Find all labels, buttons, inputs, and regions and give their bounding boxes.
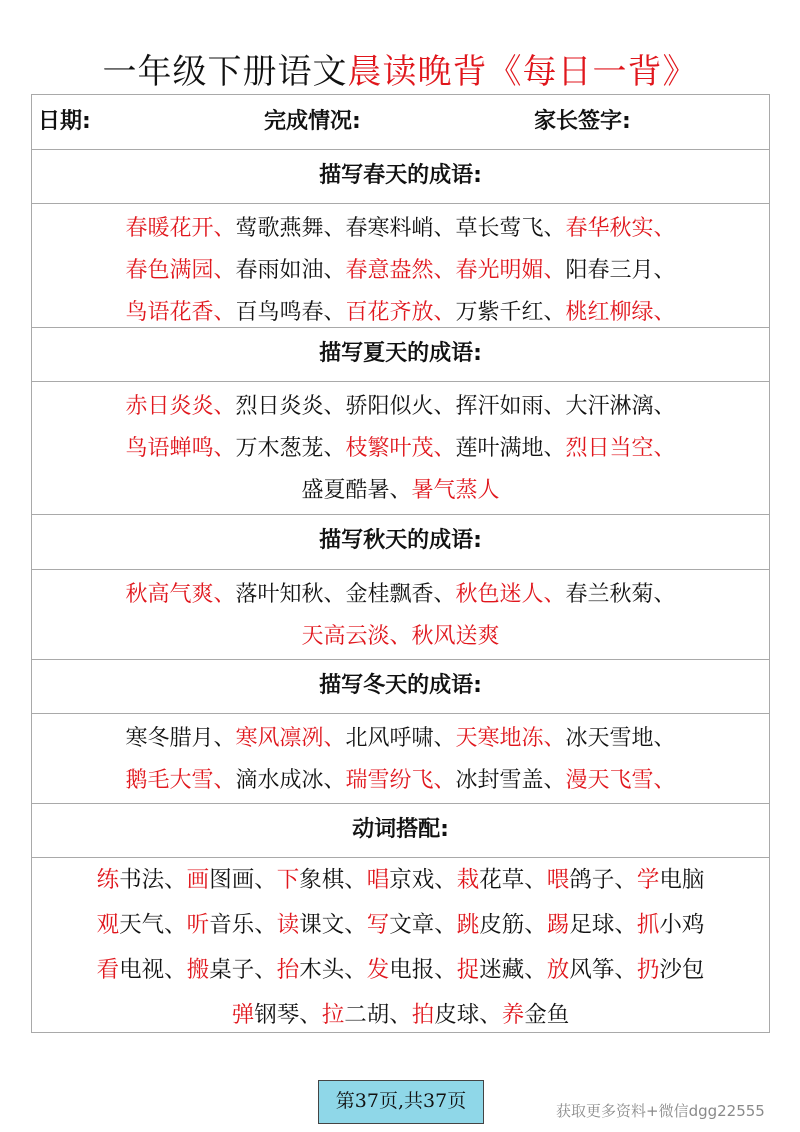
plain-text: 皮筋、	[479, 912, 547, 938]
plain-text: 足球、	[569, 912, 637, 938]
highlighted-text: 漫天飞雪、	[565, 768, 676, 793]
plain-text: 电视、	[119, 957, 187, 983]
plain-text: 天气、	[119, 912, 187, 938]
winter-section-title: 描写冬天的成语:	[32, 660, 769, 714]
page-title-red: 晨读晚背《每日一背》	[347, 52, 698, 92]
plain-text: 皮球、	[434, 1002, 502, 1028]
parent-signature-label: 家长签字:	[534, 109, 631, 134]
plain-text: 万木葱茏、	[235, 436, 346, 461]
highlighted-text: 枝繁叶茂、	[345, 436, 456, 461]
highlighted-text: 寒风凛冽、	[235, 726, 346, 751]
plain-text: 文章、	[389, 912, 457, 938]
highlighted-text: 读	[276, 912, 300, 938]
spring-idioms	[32, 204, 769, 328]
plain-text: 书法、	[119, 867, 187, 893]
highlighted-text: 瑞雪纷飞、	[345, 768, 456, 793]
highlighted-text: 喂	[546, 867, 570, 893]
text-line	[32, 858, 769, 903]
date-label: 日期:	[38, 109, 91, 134]
text-line	[32, 470, 769, 512]
highlighted-text: 捉	[456, 957, 480, 983]
highlighted-text: 练	[96, 867, 120, 893]
plain-text: 滴水成冰、	[235, 768, 346, 793]
plain-text: 莲叶满地、	[455, 436, 566, 461]
text-line	[32, 386, 769, 428]
plain-text: 冰封雪盖、	[455, 768, 566, 793]
text-line	[32, 574, 769, 616]
highlighted-text: 拉	[321, 1002, 345, 1028]
plain-text: 盛夏酷暑、	[301, 478, 412, 503]
highlighted-text: 春意盎然、春光明媚、	[345, 258, 566, 283]
plain-text: 图画、	[209, 867, 277, 893]
highlighted-text: 扔	[636, 957, 660, 983]
highlighted-text: 放	[546, 957, 570, 983]
highlighted-text: 学	[636, 867, 660, 893]
completion-label: 完成情况:	[264, 109, 361, 134]
highlighted-text: 发	[366, 957, 390, 983]
highlighted-text: 拍	[411, 1002, 435, 1028]
plain-text: 百鸟鸣春、	[235, 300, 346, 325]
text-line	[32, 250, 769, 292]
highlighted-text: 春暖花开、	[125, 216, 236, 241]
highlighted-text: 写	[366, 912, 390, 938]
highlighted-text: 观	[96, 912, 120, 938]
spring-section-title: 描写春天的成语:	[32, 150, 769, 204]
text-line	[32, 993, 769, 1038]
page-title-black: 一年级下册语文	[102, 52, 348, 92]
highlighted-text: 鹅毛大雪、	[125, 768, 236, 793]
plain-text: 阳春三月、	[565, 258, 676, 283]
plain-text: 小鸡	[659, 912, 705, 938]
summer-section-title: 描写夏天的成语:	[32, 328, 769, 382]
text-line	[32, 760, 769, 802]
plain-text: 迷藏、	[479, 957, 547, 983]
plain-text: 风筝、	[569, 957, 637, 983]
highlighted-text: 抓	[636, 912, 660, 938]
highlighted-text: 养	[501, 1002, 525, 1028]
autumn-idioms	[32, 570, 769, 660]
autumn-section-title: 描写秋天的成语:	[32, 515, 769, 570]
plain-text: 落叶知秋、金桂飘香、	[235, 582, 456, 607]
highlighted-text: 春华秋实、	[565, 216, 676, 241]
page-number-badge: 第37页,共37页	[318, 1080, 484, 1124]
plain-text: 木头、	[299, 957, 367, 983]
highlighted-text: 秋高气爽、	[125, 582, 236, 607]
highlighted-text: 暑气蒸人	[411, 478, 500, 503]
watermark-text: 获取更多资料+微信dgg22555	[556, 1102, 765, 1120]
highlighted-text: 鸟语蝉鸣、	[125, 436, 236, 461]
highlighted-text: 踢	[546, 912, 570, 938]
plain-text: 北风呼啸、	[345, 726, 456, 751]
header-row	[32, 95, 769, 150]
text-line	[32, 718, 769, 760]
plain-text: 万紫千红、	[455, 300, 566, 325]
verb-pairing-title: 动词搭配:	[32, 804, 769, 858]
highlighted-text: 烈日当空、	[565, 436, 676, 461]
plain-text: 春兰秋菊、	[565, 582, 676, 607]
highlighted-text: 搬	[186, 957, 210, 983]
plain-text: 音乐、	[209, 912, 277, 938]
plain-text: 电报、	[389, 957, 457, 983]
plain-text: 沙包	[659, 957, 705, 983]
verb-pairings	[32, 858, 769, 1032]
highlighted-text: 鸟语花香、	[125, 300, 236, 325]
highlighted-text: 下	[276, 867, 300, 893]
plain-text: 金鱼	[524, 1002, 570, 1028]
highlighted-text: 栽	[456, 867, 480, 893]
highlighted-text: 赤日炎炎、	[125, 394, 236, 419]
text-line	[32, 428, 769, 470]
summer-idioms	[32, 382, 769, 515]
plain-text: 京戏、	[389, 867, 457, 893]
highlighted-text: 天高云淡、秋风送爽	[301, 624, 500, 649]
plain-text: 二胡、	[344, 1002, 412, 1028]
text-line	[32, 208, 769, 250]
highlighted-text: 桃红柳绿、	[565, 300, 676, 325]
plain-text: 鸽子、	[569, 867, 637, 893]
highlighted-text: 百花齐放、	[345, 300, 456, 325]
highlighted-text: 秋色迷人、	[455, 582, 566, 607]
plain-text: 春雨如油、	[235, 258, 346, 283]
plain-text: 冰天雪地、	[565, 726, 676, 751]
highlighted-text: 春色满园、	[125, 258, 236, 283]
highlighted-text: 听	[186, 912, 210, 938]
highlighted-text: 看	[96, 957, 120, 983]
plain-text: 莺歌燕舞、春寒料峭、草长莺飞、	[235, 216, 566, 241]
highlighted-text: 弹	[231, 1002, 255, 1028]
winter-idioms	[32, 714, 769, 804]
highlighted-text: 唱	[366, 867, 390, 893]
plain-text: 寒冬腊月、	[125, 726, 236, 751]
page-title	[0, 44, 800, 93]
highlighted-text: 画	[186, 867, 210, 893]
recitation-table	[31, 94, 770, 1033]
plain-text: 桌子、	[209, 957, 277, 983]
text-line	[32, 903, 769, 948]
plain-text: 电脑	[659, 867, 705, 893]
plain-text: 烈日炎炎、骄阳似火、挥汗如雨、大汗淋漓、	[235, 394, 676, 419]
text-line	[32, 948, 769, 993]
plain-text: 钢琴、	[254, 1002, 322, 1028]
plain-text: 象棋、	[299, 867, 367, 893]
highlighted-text: 抬	[276, 957, 300, 983]
plain-text: 花草、	[479, 867, 547, 893]
plain-text: 课文、	[299, 912, 367, 938]
text-line	[32, 616, 769, 658]
highlighted-text: 天寒地冻、	[455, 726, 566, 751]
highlighted-text: 跳	[456, 912, 480, 938]
